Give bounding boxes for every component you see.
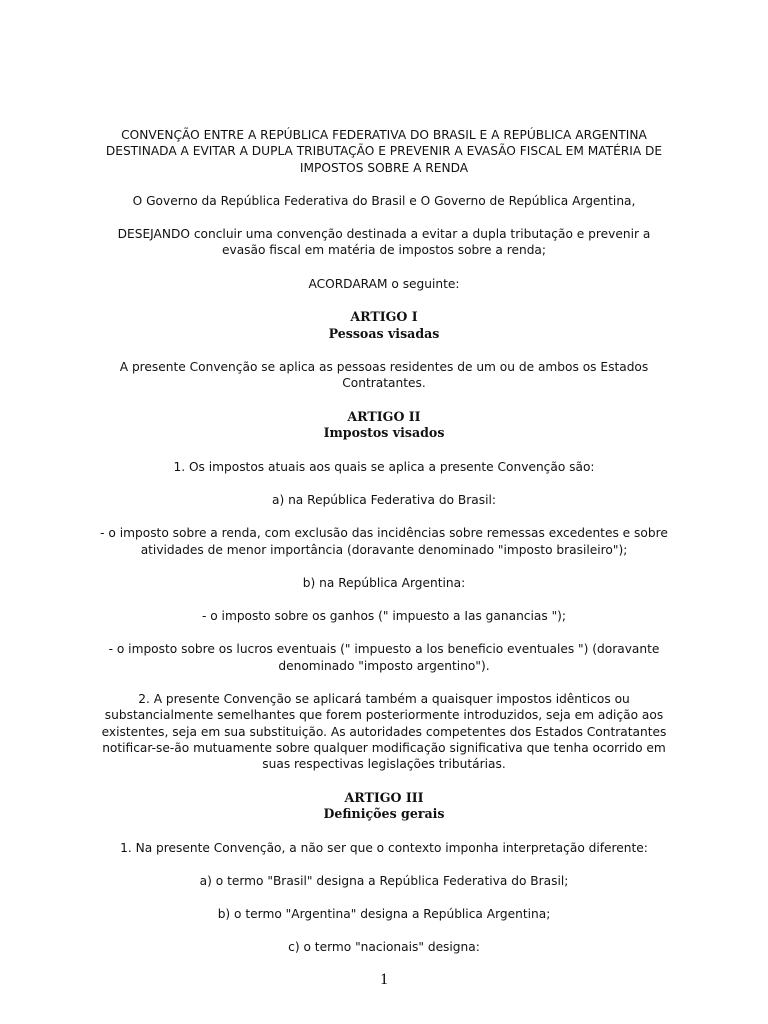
article-2-paragraph: - o imposto sobre os lucros eventuais (" impuesto a los beneficio eventuales ") (doravante denominado "imposto argentino"). <box>108 642 660 673</box>
article-2-paragraph: a) na República Federativa do Brasil: <box>271 492 496 507</box>
preamble-desejando: DESEJANDO concluir uma convenção destinada a evitar a dupla tributação e prevenir a evasão fiscal em matéria de impostos sobre a renda; <box>117 227 651 258</box>
page-number: 1 <box>380 971 388 988</box>
document-title: CONVENÇÃO ENTRE A REPÚBLICA FEDERATIVA DO BRASIL E A REPÚBLICA ARGENTINA DESTINADA A EVITAR A DUPLA TRIBUTAÇÃO E PREVENIR A EVASÃO FISCAL EM MATÉRIA DE IMPOSTOS SOBRE A RENDA <box>105 128 663 175</box>
article-1-paragraph: A presente Convenção se aplica as pessoas residentes de um ou de ambos os Estados Contratantes. <box>119 360 649 391</box>
article-3-subtitle: Definições gerais <box>323 806 445 822</box>
article-1-subtitle: Pessoas visadas <box>328 325 440 341</box>
article-3-paragraph: 1. Na presente Convenção, a não ser que o contexto imponha interpretação diferente: <box>120 840 648 855</box>
article-1-number: ARTIGO I <box>350 309 418 325</box>
article-2-heading <box>70 409 698 442</box>
article-2-paragraph: 1. Os impostos atuais aos quais se aplica a presente Convenção são: <box>173 459 595 474</box>
article-2-paragraph: - o imposto sobre a renda, com exclusão das incidências sobre remessas excedentes e sobre atividades de menor importância (doravante denominado "imposto brasileiro"); <box>100 526 668 557</box>
preamble-governments: O Governo da República Federativa do Brasil e O Governo de República Argentina, <box>132 193 636 208</box>
article-3-paragraph: a) o termo "Brasil" designa a República Federativa do Brasil; <box>199 873 569 888</box>
article-2-number: ARTIGO II <box>347 408 421 424</box>
article-2-paragraph: 2. A presente Convenção se aplicará também a quaisquer impostos idênticos ou substancialmente semelhantes que forem posteriormente introduzidos, seja em adição aos existentes, seja em sua substituição. As autoridades competentes dos Estados Contratantes notificar-se-ão mutuamente sobre qualquer modificação significativa que tenha ocorrido em suas respectivas legislações tributárias. <box>101 692 667 772</box>
article-3-paragraph: b) o termo "Argentina" designa a República Argentina; <box>217 907 551 922</box>
article-1-heading <box>70 309 698 342</box>
article-3-heading <box>70 790 698 823</box>
article-2-paragraph: b) na República Argentina: <box>302 575 466 590</box>
article-3-number: ARTIGO III <box>344 789 424 805</box>
article-3-paragraph: c) o termo "nacionais" designa: <box>288 940 480 955</box>
preamble-acordaram: ACORDARAM o seguinte: <box>308 276 460 291</box>
article-2-paragraph: - o imposto sobre os ganhos (" impuesto a Ias ganancias "); <box>201 609 567 624</box>
article-2-subtitle: Impostos visados <box>323 425 445 441</box>
